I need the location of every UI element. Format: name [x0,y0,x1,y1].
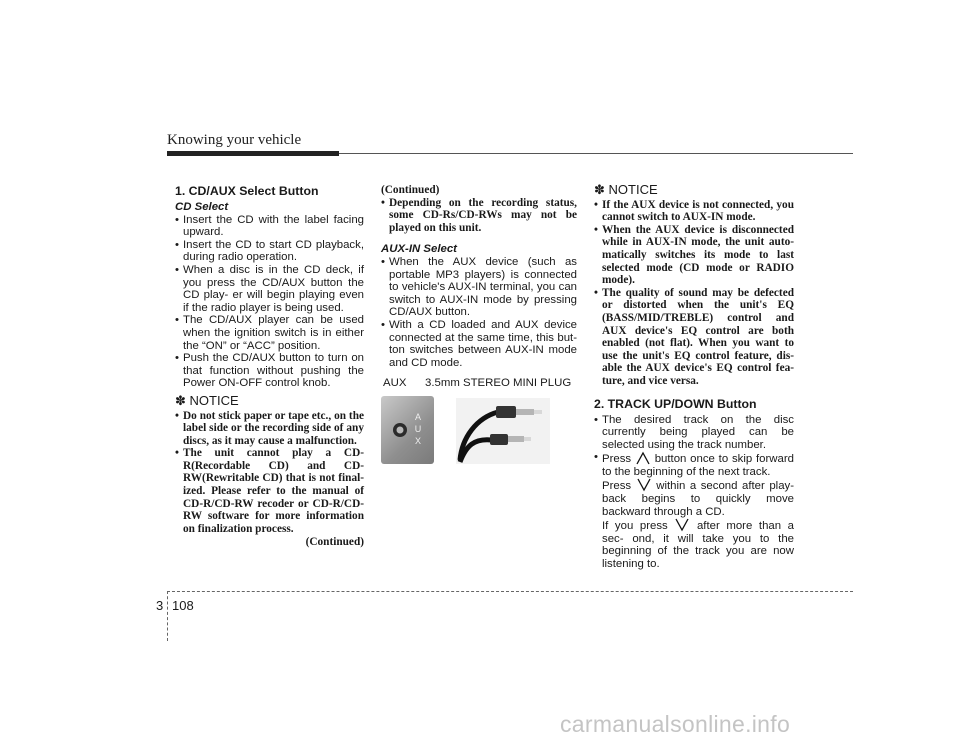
list-item: • The desired track on the disc currently being played can be selected using the track number. [594,414,794,452]
notice-heading-1 [175,392,364,408]
list-item: • The unit cannot play a CD-R(Recordable CD) and CD-RW(Rewritable CD) that is not final- ized. Please refer to the manual of CD-R/CD-RW recoder or CD-R/CD-RW software for more information on finalization process. [175,447,364,535]
list-item: • Push the CD/AUX button to turn on that function without pushing the Power ON-OFF control knob. [175,352,364,390]
list-item: • If the AUX device is not connected, you cannot switch to AUX-IN mode. [594,199,794,224]
header-bar [167,151,339,156]
aux-port-icon [381,396,434,464]
stereo-plug-photo [456,398,550,464]
page-header-title: Knowing your vehicle [167,132,302,148]
track-list [594,414,794,571]
press-text: Press [602,453,632,466]
notice-list-1 [175,410,364,536]
notice-title: NOTICE [189,392,239,408]
if-press-post-text: after more than a sec- ond, it will take you to the beginning of the track you are now listening to. [602,520,795,571]
list-item: • Depending on the recording status, some CD-Rs/CD-RWs may not be played on this unit. [381,197,577,235]
cd-select-subhead: CD Select [175,201,229,213]
list-item: • Do not stick paper or tape etc., on the label side or the recording side of any discs, as it may cause a malfunction. [175,410,364,448]
column-1 [175,184,364,549]
notice-title: NOTICE [608,182,658,197]
aux-select-subhead: AUX-IN Select [381,243,457,256]
list-item: • Insert the CD to start CD playback, during radio operation. [175,239,364,264]
figure-caption-plug: 3.5mm STEREO MINI PLUG [425,377,572,389]
press-up-text: button once to skip forward to the beginning of the next track. [602,453,794,478]
continued-label: (Continued) [381,184,440,196]
page-number: 108 [172,598,194,613]
stereo-plug-icon [456,398,550,464]
continued-label: (Continued) [305,536,364,549]
press-text: Press [602,480,632,493]
footer-rule [167,591,853,592]
track-heading: 2. TRACK UP/DOWN Button [594,396,757,411]
cd-select-list [175,214,364,390]
notice-list-2 [594,199,794,388]
list-item: • When the AUX device is disconnected while in AUX-IN mode, the unit auto- matically switches its mode to last selected mode (CD mode or RADIO mode). [594,224,794,287]
list-item: • The CD/AUX player can be used when the ignition switch is in either the “ON” or “ACC” position. [175,314,364,352]
list-item: • Insert the CD with the label facing upward. [175,214,364,239]
footer-vertical-rule [167,591,168,641]
list-item: • When the AUX device (such as portable MP3 players) is connected to vehicle's AUX-IN terminal, you can switch to AUX-IN mode by pressing CD/AUX button. [381,256,577,319]
aux-port-photo [381,396,434,464]
chapter-number: 3 [156,598,164,613]
watermark: carmanualsonline.info [560,711,791,737]
list-item [594,451,794,570]
list-item: • The quality of sound may be defected or distorted when the unit's EQ (BASS/MID/TREBLE) control and AUX device's EQ control are both enabled (not flat). When you want to use the unit's EQ control feature, dis- able the AUX device's EQ control fea- ture, and vice versa. [594,287,794,388]
if-press-text: If you press [602,520,668,533]
figure-caption-aux: AUX [383,377,407,389]
list-item: • When a disc is in the CD deck, if you press the CD/AUX button the CD play- er will begin playing even if the radio player is being used. [175,264,364,314]
column-2 [381,184,577,369]
notice-icon: ✽ [175,392,186,408]
notice-heading-2 [594,184,794,197]
aux-letter-a: A [414,412,422,422]
column-3 [594,184,794,571]
aux-letter-u: U [414,424,422,434]
chevron-down-icon [636,478,652,492]
chevron-up-icon [635,451,651,465]
press-down-text: within a second after play- back begins to quickly move backward through a CD. [602,480,795,518]
figure-caption [383,377,571,389]
notice-icon: ✽ [594,182,605,197]
aux-select-list [381,256,577,369]
chevron-down-icon [674,518,690,532]
cd-aux-heading: 1. CD/AUX Select Button [175,184,319,198]
aux-letter-x: X [414,436,422,446]
notice-list-cont [381,197,577,235]
list-item: • With a CD loaded and AUX device connected at the same time, this but- ton switches between AUX-IN mode and CD mode. [381,319,577,369]
